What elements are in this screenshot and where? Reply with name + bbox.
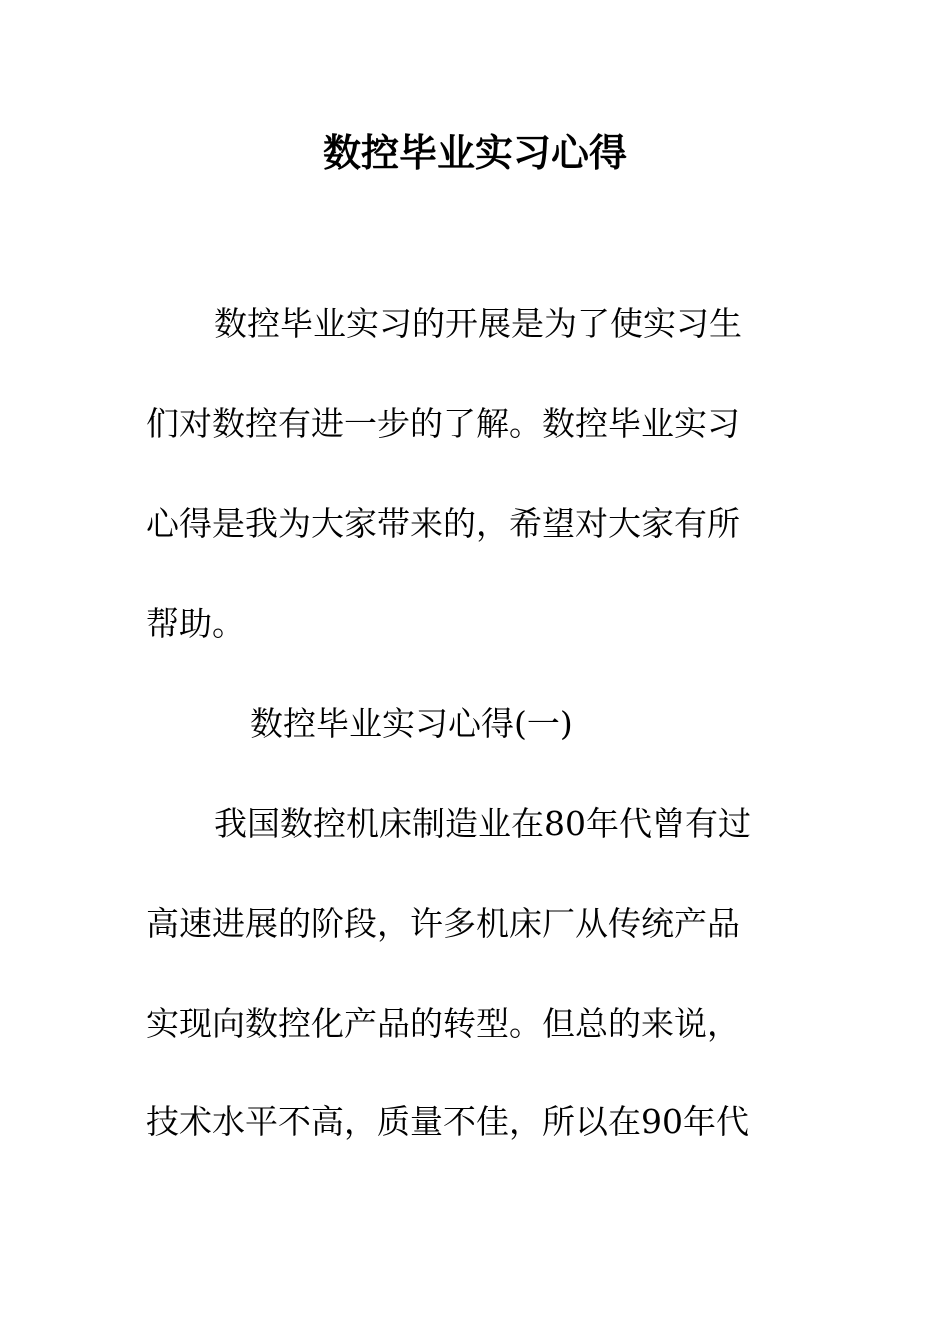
paragraph-line: 们对数控有进一步的了解。数控毕业实习 [146,404,740,443]
paragraph-line: 心得是我为大家带来的，希望对大家有所 [146,504,740,543]
paragraph-line: 我国数控机床制造业在80年代曾有过 [214,804,751,843]
section-heading: 数控毕业实习心得(一) [250,704,573,743]
paragraph-line: 实现向数控化产品的转型。但总的来说， [146,1004,740,1043]
paragraph-line: 帮助。 [146,604,245,643]
paragraph-line: 技术水平不高，质量不佳，所以在90年代 [146,1102,749,1141]
paragraph-line: 数控毕业实习的开展是为了使实习生 [214,304,742,343]
document-title: 数控毕业实习心得 [322,130,627,175]
paragraph-line: 高速进展的阶段，许多机床厂从传统产品 [146,904,740,943]
